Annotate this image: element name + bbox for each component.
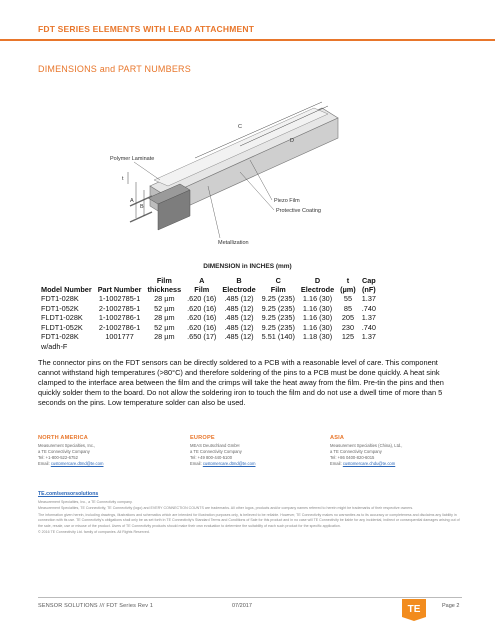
cell-cap: 1.37 <box>361 313 376 323</box>
col-header-cap: Cap (nF) <box>361 276 376 294</box>
table-row <box>38 313 379 323</box>
label-metallization: Metallization <box>218 240 249 246</box>
cell-part: 1001777 <box>105 332 134 342</box>
footer-page-number: Page 2 <box>442 603 460 609</box>
table-row <box>38 304 379 314</box>
cell-c: 9.25 (235) <box>261 303 295 313</box>
cell-a <box>184 342 219 352</box>
region-line: Measurement Specialties, Inc., <box>38 443 96 448</box>
cell-t <box>337 342 359 352</box>
email-label: Email: <box>38 461 50 466</box>
cell-a: .620 (16) <box>187 313 217 323</box>
region-europe <box>190 435 255 467</box>
cell-cap: .740 <box>361 322 376 332</box>
section-title: DIMENSIONS and PART NUMBERS <box>38 64 191 74</box>
cell-c: 9.25 (235) <box>261 294 295 303</box>
dim-label-c: C <box>238 124 242 130</box>
te-sensor-solutions-link[interactable]: TE.com/sensorsolutions <box>38 491 99 497</box>
cell-thickness <box>144 342 184 352</box>
cell-part: 2-1002786-1 <box>98 322 141 332</box>
cell-cap: 1.37 <box>361 332 376 342</box>
table-row <box>38 323 379 333</box>
soldering-description: The connector pins on the FDT sensors can be directly soldered to a PCB with a reasonable level of care. This component cannot withstand high temperatures (>80°C) and therefore soldering of the pins to a PCB must be done quickly. A heat sink clamped to the interface area between the film and the crimps will take the heat away from the film. Pre-tin the pins and then quickly solder them to the board. Do not allow the soldering iron to touch the film and do not use a dwell time of more than 5 seconds on the pins. Low temperature solder can also be used. <box>38 358 444 407</box>
col-header-c: C Film <box>270 276 286 294</box>
cell-model: FDT1-028K <box>41 332 79 342</box>
cell-b: .485 (12) <box>224 322 254 332</box>
dimension-diagram <box>90 98 400 268</box>
cell-model: FDT1-028K <box>41 294 79 303</box>
dim-label-d: D <box>290 138 294 144</box>
cell-model: FDT1-052K <box>41 303 79 313</box>
cell-thickness: 28 µm <box>154 313 175 323</box>
cell-c: 5.51 (140) <box>261 332 295 342</box>
cell-cap: .740 <box>361 303 376 313</box>
cell-t: 230 <box>341 322 355 332</box>
col-header-part-number: Part Number <box>97 285 142 294</box>
cell-thickness: 52 µm <box>154 303 175 313</box>
region-phone: Tel: +86 0400-820-6015 <box>330 455 375 460</box>
col-header-b: B Electrode <box>222 276 256 294</box>
region-email-row <box>330 461 402 467</box>
cell-a: .620 (16) <box>187 322 217 332</box>
regional-contacts <box>38 435 462 495</box>
legal-fine-print <box>38 500 462 536</box>
region-email-link[interactable]: customercare.dtmd@te.com <box>202 461 256 466</box>
cell-thickness: 28 µm <box>154 294 175 303</box>
cell-c: 9.25 (235) <box>261 322 295 332</box>
table-row <box>38 294 379 304</box>
cell-model: FLDT1-028K <box>41 313 83 323</box>
region-line: Measurement Specialties (China), Ltd., <box>330 443 403 448</box>
label-polymer-laminate: Polymer Laminate <box>110 156 155 162</box>
region-name: ASIA <box>330 435 345 441</box>
te-logo <box>400 595 428 621</box>
label-protective-coating: Protective Coating <box>276 208 321 214</box>
region-phone: Tel: +1-800-522-6752 <box>38 455 78 460</box>
header-title: FDT SERIES ELEMENTS WITH LEAD ATTACHMENT <box>38 24 255 34</box>
col-header-a: A Film <box>194 276 210 294</box>
cell-c <box>259 342 298 352</box>
fine-print-line: © 2016 TE Connectivity Ltd. family of companies. All Rights Reserved. <box>38 530 150 535</box>
lead-pin-2 <box>130 212 152 222</box>
cell-t: 205 <box>341 313 355 323</box>
cell-d: 1.18 (30) <box>302 332 333 342</box>
region-north-america <box>38 435 103 467</box>
region-line: MEAS Deutschland GmbH <box>190 443 240 448</box>
cell-t: 55 <box>343 294 353 303</box>
region-email-link[interactable]: customercare.dtmd@te.com <box>50 461 104 466</box>
footer-date: 07/2017 <box>232 603 252 609</box>
region-name: EUROPE <box>190 435 215 441</box>
col-header-film-thickness: Film thickness <box>147 276 182 294</box>
region-name: NORTH AMERICA <box>38 435 88 441</box>
cell-thickness: 52 µm <box>154 322 175 332</box>
cell-a: .650 (17) <box>187 332 217 342</box>
cell-part <box>95 342 145 352</box>
cell-d: 1.16 (30) <box>302 294 333 303</box>
cell-cap <box>359 342 379 352</box>
cell-model: w/adh-F <box>41 341 68 351</box>
cell-cap: 1.37 <box>361 294 376 303</box>
cell-d: 1.16 (30) <box>302 303 333 313</box>
region-email-row <box>38 461 103 467</box>
te-logo-text: TE <box>407 604 421 615</box>
cell-thickness: 28 µm <box>154 332 175 342</box>
cell-model: FLDT1-052K <box>41 322 83 332</box>
region-line: a TE Connectivity Company <box>190 449 242 454</box>
cell-b <box>219 342 258 352</box>
region-email-link[interactable]: customercare.chdu@te.com <box>342 461 396 466</box>
region-phone: Tel: +49 800-440-5100 <box>190 455 233 460</box>
fine-print-line: Measurement Specialties, TE Connectivity, TE Connectivity (logo) and EVERY CONNECTION COUNTS are trademarks. All other logos, products and/or company names referred to herein might be trademarks of their respective owners. <box>38 506 414 511</box>
table-row <box>38 332 379 342</box>
dim-label-a: A <box>130 198 134 204</box>
cell-b: .485 (12) <box>224 294 254 303</box>
cell-d <box>298 342 337 352</box>
cell-d: 1.16 (30) <box>302 322 333 332</box>
cell-part: 1-1002785-1 <box>98 294 141 303</box>
dim-label-t: t <box>122 176 124 182</box>
cell-b: .485 (12) <box>224 303 254 313</box>
part-number-table <box>38 276 379 352</box>
cell-part: 1-1002786-1 <box>98 313 141 323</box>
cell-a: .620 (16) <box>187 303 217 313</box>
cell-b: .485 (12) <box>224 313 254 323</box>
fine-print-line: Measurement Specialties, Inc., a TE Connectivity company. <box>38 500 133 504</box>
cell-a: .620 (16) <box>187 294 217 303</box>
table-caption: DIMENSION in INCHES (mm) <box>203 263 292 270</box>
col-header-model-number: Model Number <box>41 285 92 294</box>
cell-part: 2-1002785-1 <box>98 303 141 313</box>
region-line: a TE Connectivity Company <box>330 449 382 454</box>
dim-label-b: B <box>140 204 144 210</box>
col-header-d: D Electrode <box>300 276 335 294</box>
label-piezo-film: Piezo Film <box>274 198 300 204</box>
header-divider <box>0 39 495 41</box>
table-header-row <box>38 276 379 294</box>
cell-t: 85 <box>343 303 353 313</box>
cell-d: 1.16 (30) <box>302 313 333 323</box>
cell-t: 125 <box>341 332 355 342</box>
footer-doc-name: SENSOR SOLUTIONS /// FDT Series Rev 1 <box>38 603 154 609</box>
region-line: a TE Connectivity Company <box>38 449 90 454</box>
email-label: Email: <box>190 461 202 466</box>
region-email-row <box>190 461 255 467</box>
cell-c: 9.25 (235) <box>261 313 295 323</box>
cell-b: .485 (12) <box>224 332 254 342</box>
table-row <box>38 342 379 352</box>
fine-print-line: The information given herein, including drawings, illustrations and schematics which are intended for illustration purposes only, is believed to be reliable. However, TE Connectivity makes no warranties as to its accuracy or completeness and disclaims any liability in connection with its use. TE Connectivity's obligations shall only be as set forth in TE Connectivity's Standard Terms and Conditions of Sale for this product and in no case will TE Connectivity be liable for any incidental, indirect or consequential damages arising out of the sale, resale, use or misuse of the product. Users of TE Connectivity products should make their own evaluation to determine the suitability of each such product for the specific application. <box>38 512 460 528</box>
footer-divider <box>38 597 462 598</box>
region-asia <box>330 435 402 467</box>
col-header-t: t (µm) <box>340 276 356 294</box>
email-label: Email: <box>330 461 342 466</box>
